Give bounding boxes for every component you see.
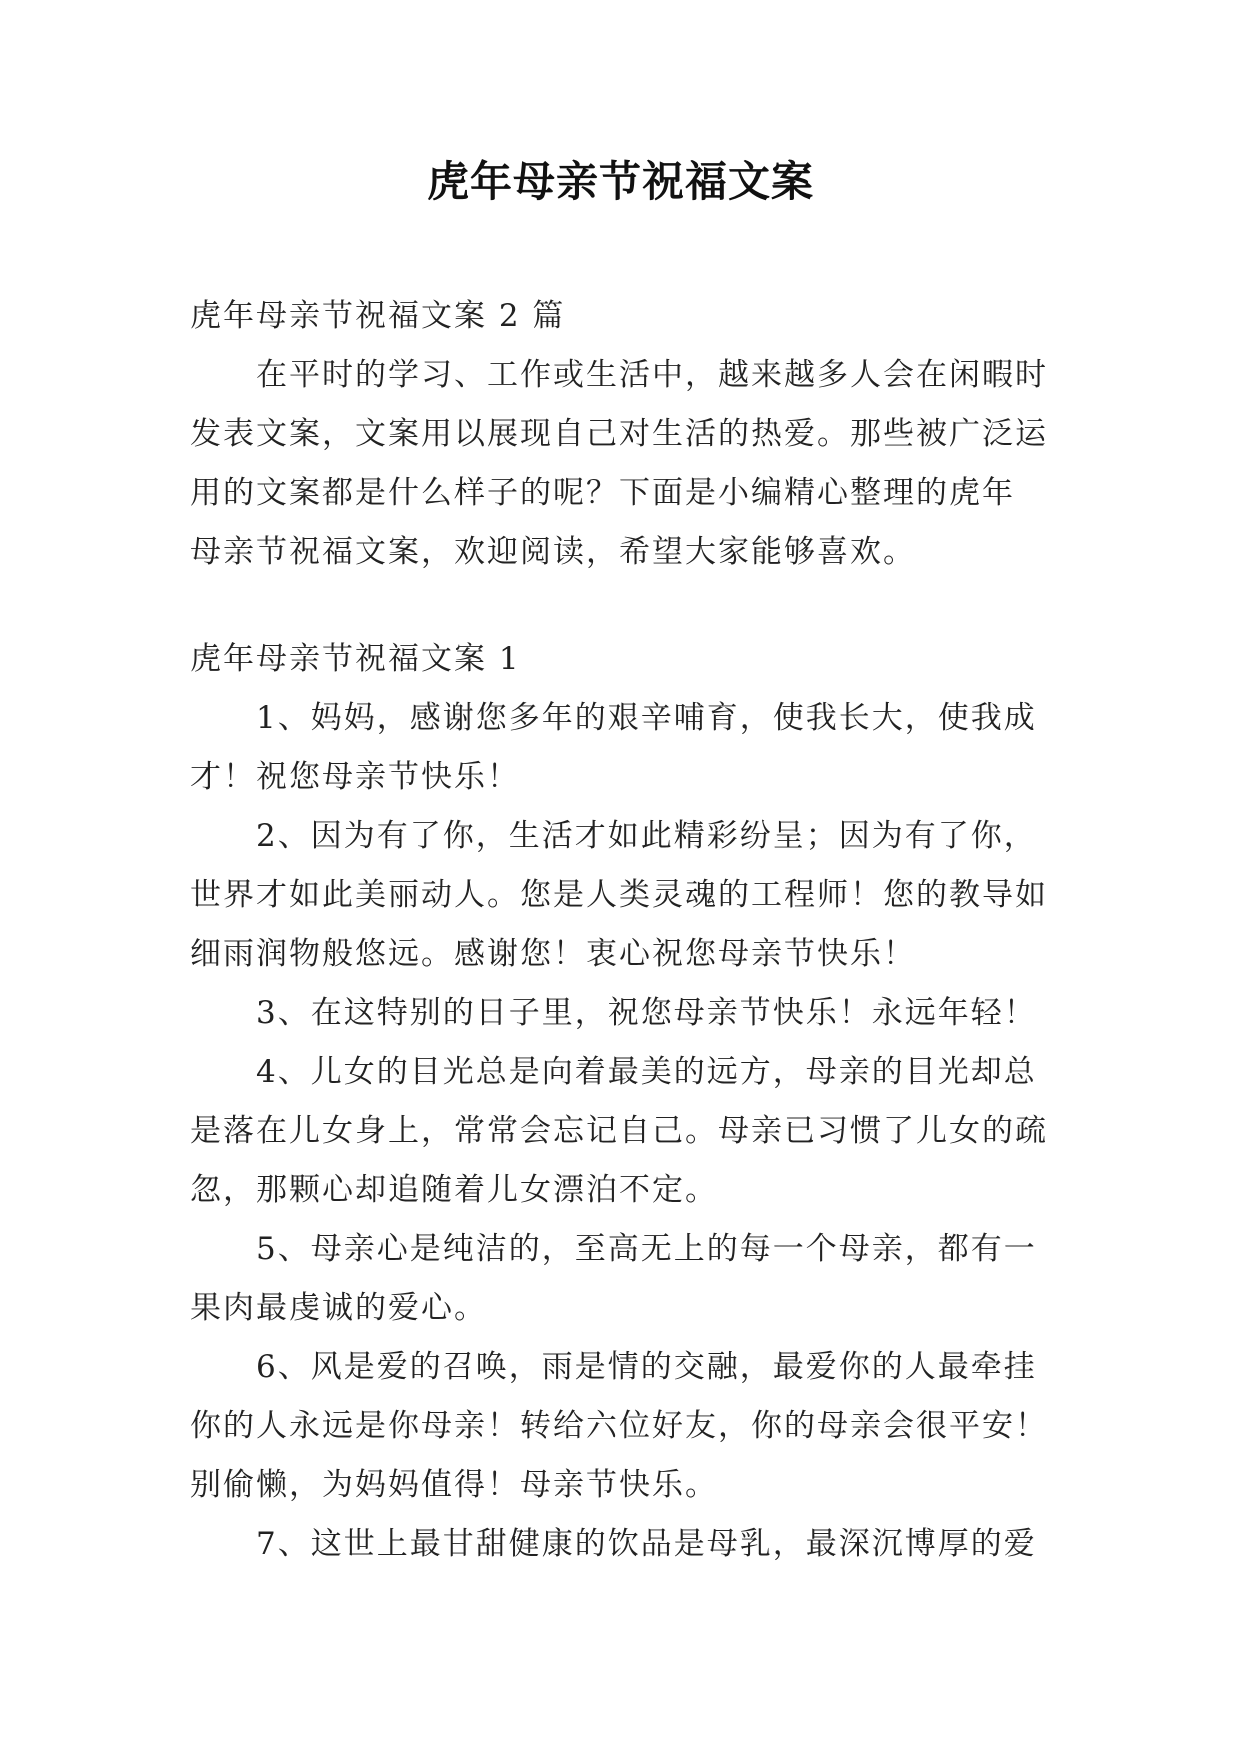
paragraph-line: 5、母亲心是纯洁的，至高无上的每一个母亲，都有一: [256, 1231, 1037, 1267]
paragraph-line: 世界才如此美丽动人。您是人类灵魂的工程师！您的教导如: [190, 877, 1048, 913]
blessing-item-2: [190, 807, 1060, 984]
paragraph-line: 1、妈妈，感谢您多年的艰辛哺育，使我长大，使我成: [256, 700, 1037, 736]
paragraph-line: 才！祝您母亲节快乐！: [190, 759, 520, 795]
paragraph-line: 你的人永远是你母亲！转给六位好友，你的母亲会很平安！: [190, 1408, 1048, 1444]
paragraph-line: 细雨润物般悠远。感谢您！衷心祝您母亲节快乐！: [190, 936, 916, 972]
paragraph-line: 别偷懒，为妈妈值得！母亲节快乐。: [190, 1467, 718, 1503]
paragraph-line: 4、儿女的目光总是向着最美的远方，母亲的目光却总: [256, 1054, 1037, 1090]
section-heading: 虎年母亲节祝福文案 1: [190, 641, 521, 677]
paragraph-line: 忽，那颗心却追随着儿女漂泊不定。: [190, 1172, 718, 1208]
paragraph-line: 果肉最虔诚的爱心。: [190, 1290, 487, 1326]
paragraph-line: 母亲节祝福文案，欢迎阅读，希望大家能够喜欢。: [190, 534, 916, 570]
paragraph-line: 3、在这特别的日子里，祝您母亲节快乐！永远年轻！: [256, 995, 1037, 1031]
blessing-item-7: [190, 1515, 1060, 1574]
intro-paragraph: [190, 346, 1060, 582]
document-subtitle: 虎年母亲节祝福文案 2 篇: [190, 298, 566, 334]
paragraph-line: 7、这世上最甘甜健康的饮品是母乳，最深沉博厚的爱: [256, 1526, 1037, 1562]
paragraph-line: 6、风是爱的召唤，雨是情的交融，最爱你的人最牵挂: [256, 1349, 1037, 1385]
blessing-item-1: [190, 689, 1060, 807]
blessing-item-3: [190, 984, 1060, 1043]
section-spacer: [190, 582, 1060, 630]
document-body: [190, 287, 1060, 1574]
blessing-item-4: [190, 1043, 1060, 1220]
paragraph-line: 2、因为有了你，生活才如此精彩纷呈；因为有了你，: [256, 818, 1037, 854]
blessing-item-5: [190, 1220, 1060, 1338]
paragraph-line: 是落在儿女身上，常常会忘记自己。母亲已习惯了儿女的疏: [190, 1113, 1048, 1149]
paragraph-line: 在平时的学习、工作或生活中，越来越多人会在闲暇时: [256, 357, 1048, 393]
document-title: 虎年母亲节祝福文案: [426, 157, 814, 206]
paragraph-line: 发表文案，文案用以展现自己对生活的热爱。那些被广泛运: [190, 416, 1048, 452]
paragraph-line: 用的文案都是什么样子的呢？下面是小编精心整理的虎年: [190, 475, 1015, 511]
blessing-item-6: [190, 1338, 1060, 1515]
